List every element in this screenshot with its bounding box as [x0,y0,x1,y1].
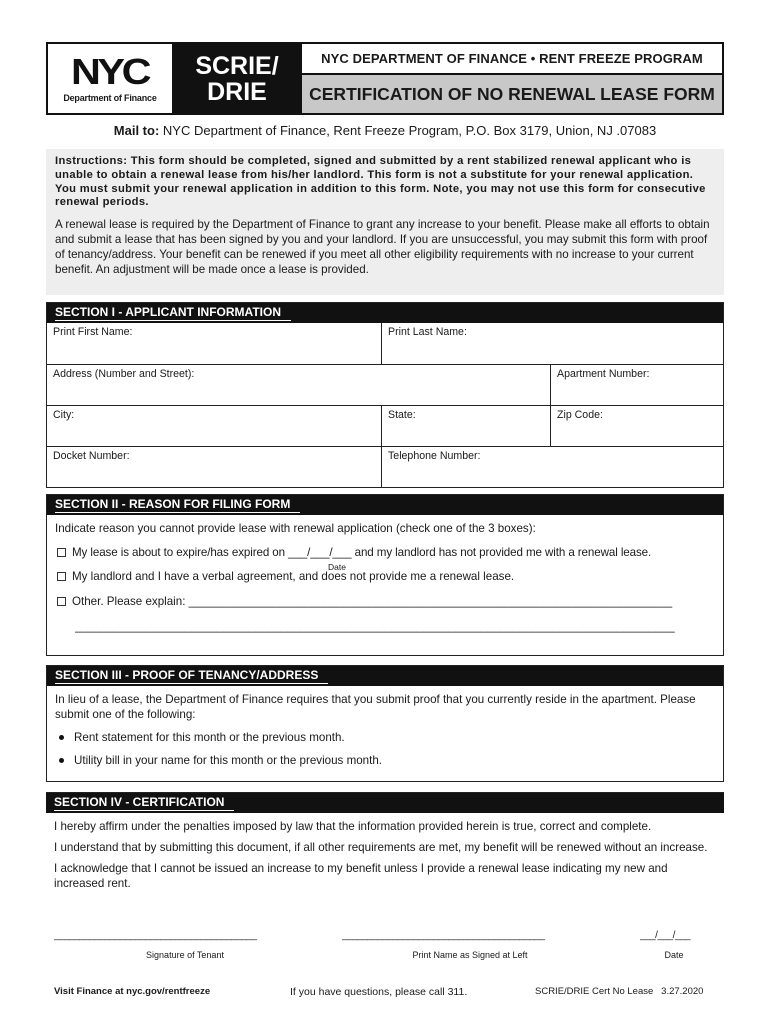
row-address [47,364,723,405]
apartment-field[interactable] [550,365,723,405]
other-explain-line[interactable]: _____________________________________________________________________________________________ [75,620,675,633]
city-label: City: [53,409,75,421]
bullet-icon [59,735,64,740]
form-code [174,44,302,113]
section2-intro: Indicate reason you cannot provide lease with renewal application (check one of the 3 boxes): [55,522,536,535]
cert-date-label: Date [664,950,684,960]
proof-item-utility-text: Utility bill in your name for this month or the previous month. [74,754,383,767]
proof-item-utility [55,753,715,768]
row-city [47,405,723,446]
checkbox-expired[interactable] [57,548,66,557]
state-field[interactable] [381,406,550,446]
first-name-field[interactable] [47,323,381,364]
checkbox-other[interactable] [57,597,66,606]
reason-option-other[interactable] [55,594,715,609]
instructions-bold: Instructions: This form should be completed, signed and submitted by a rent stabilized renewal applicant who is unable to obtain a renewal lease from his/her landlord. This form is not a substitute for your renewal application. You must submit your renewal application in addition to this form. Note, you may not use this form for consecutive renewal periods. [55,155,706,209]
section-proof [46,665,724,782]
reason-option-verbal[interactable] [55,569,715,584]
section3-intro: In lieu of a lease, the Department of Finance requires that you submit proof that you currently reside in the apartment. Please submit one of the following: [55,693,696,721]
proof-item-rent [55,730,715,745]
apartment-label: Apartment Number: [557,368,650,380]
docket-field[interactable] [47,447,381,487]
checkbox-verbal[interactable] [57,572,66,581]
reason-option-expired[interactable] [55,545,715,560]
logo-subtitle: Department of Finance [63,93,157,103]
print-name-line[interactable]: ________________________________________ [342,930,545,941]
row-names [47,323,723,364]
section1-title: SECTION I - APPLICANT INFORMATION [55,305,291,321]
section4-title: SECTION IV - CERTIFICATION [54,795,234,811]
section4-body [46,813,724,897]
section2-body [47,515,723,640]
mail-to-label: Mail to: [113,123,160,138]
form-code-line1: SCRIE/ [195,51,279,80]
telephone-label: Telephone Number: [388,450,481,462]
reason-option-other-text: Other. Please explain: ___________________________________________________________________________ [72,595,673,608]
instructions-box [46,149,724,295]
footer-questions: If you have questions, please call 311. [290,986,468,998]
mail-to [0,123,770,138]
section2-title: SECTION II - REASON FOR FILING FORM [55,497,300,513]
city-field[interactable] [47,406,381,446]
instructions-body: A renewal lease is required by the Department of Finance to grant any increase to your benefit. Please make all efforts to obtain and submit a lease that has been signed by you and your landlord. If you are unsuccessful, you may submit this form with proof of tenancy/address. Your benefit can be renewed if you meet all other eligibility requirements with no increase to your current benefit. An adjustment will be made once a lease is provided. [55,218,710,276]
cert-date-line[interactable]: ___/___/___ [640,930,691,941]
row-docket [47,446,723,487]
nyc-logo [48,44,174,113]
bullet-icon [59,758,64,763]
docket-label: Docket Number: [53,450,130,462]
proof-item-rent-text: Rent statement for this month or the previous month. [74,731,345,744]
last-name-label: Print Last Name: [388,326,467,338]
reason-option-expired-text: My lease is about to expire/has expired on ___/___/___ and my landlord has not provided me with a renewal lease. [72,546,652,559]
form-code-line2: DRIE [207,77,267,106]
section2-header [47,495,723,515]
address-field[interactable] [47,365,550,405]
state-label: State: [388,409,416,421]
address-label: Address (Number and Street): [53,368,195,380]
form-title: CERTIFICATION OF NO RENEWAL LEASE FORM [302,75,722,113]
reason-option-verbal-text: My landlord and I have a verbal agreement, and does not provide me a renewal lease. [72,570,515,583]
department-line: NYC DEPARTMENT OF FINANCE • RENT FREEZE PROGRAM [302,44,722,75]
date-caption: Date [328,562,346,572]
zip-label: Zip Code: [557,409,603,421]
section-reason [46,494,724,656]
cert-para3: I acknowledge that I cannot be issued an increase to my benefit unless I provide a renewal lease indicating my new and increased rent. [54,862,668,890]
telephone-field[interactable] [381,447,723,487]
mail-to-address: NYC Department of Finance, Rent Freeze Program, P.O. Box 3179, Union, NJ .07083 [162,123,657,138]
signature-label: Signature of Tenant [146,950,224,960]
section3-body [47,686,723,774]
section4-header [46,793,724,813]
form-header [46,42,724,115]
first-name-label: Print First Name: [53,326,133,338]
section-certification [46,792,724,972]
logo-text: NYC [71,51,149,92]
zip-field[interactable] [550,406,723,446]
print-name-label: Print Name as Signed at Left [412,950,528,960]
signature-line[interactable]: ________________________________________ [54,930,257,941]
section3-header [47,666,723,686]
footer-visit: Visit Finance at nyc.gov/rentfreeze [54,986,211,997]
cert-para2: I understand that by submitting this document, if all other requirements are met, my benefit will be renewed without an increase. [54,841,708,854]
title-column [302,44,722,113]
section3-title: SECTION III - PROOF OF TENANCY/ADDRESS [55,668,328,684]
section-applicant-info [46,302,724,488]
last-name-field[interactable] [381,323,723,364]
cert-para1: I hereby affirm under the penalties imposed by law that the information provided herein is true, correct and complete. [54,820,652,833]
section1-header [47,303,723,323]
footer-form-id: SCRIE/DRIE Cert No Lease 3.27.2020 [535,986,704,997]
